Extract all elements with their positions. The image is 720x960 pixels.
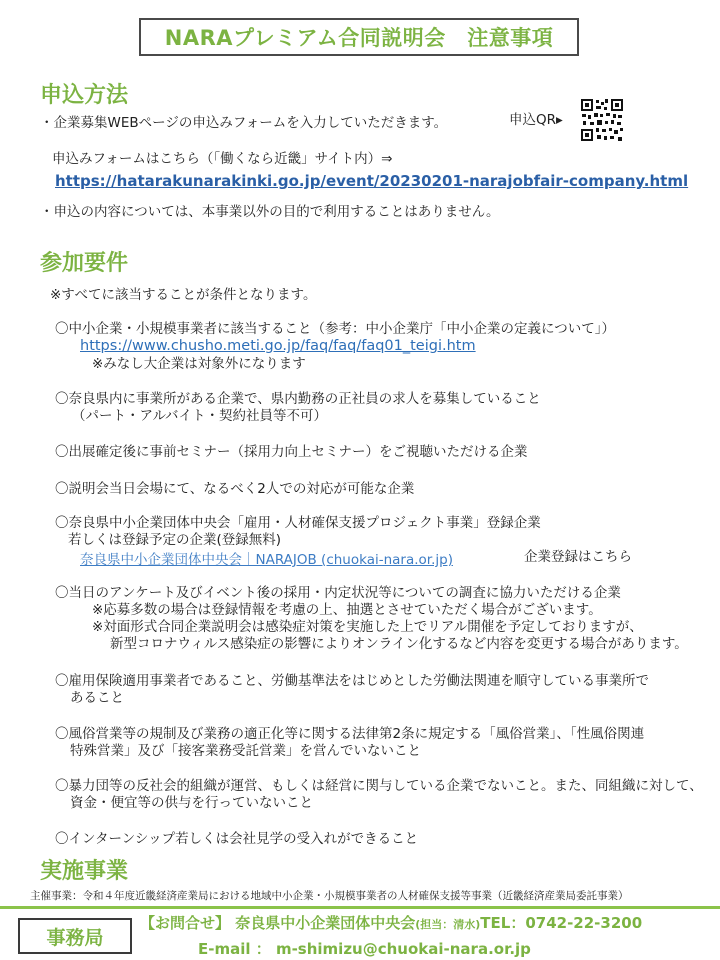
footer-divider [0,906,720,909]
requirement-1-note: ※みなし大企業は対象外になります [92,356,306,372]
apply-line-2: 申込みフォームはこちら（「働くなら近畿」サイト内）⇒ [52,151,393,167]
contact-person: (担当：清水) [415,918,481,931]
requirement-9: 〇暴力団等の反社会的組織が運営、もしくは経営に関与している企業でないこと。また、同組織に対して、 [55,778,703,794]
requirement-7: 〇雇用保険適用事業者であること、労働基準法をはじめとした労働法関連を順守している事業所で [55,673,649,689]
narajob-link-suffix: 企業登録はこちら [524,549,632,565]
qr-label: 申込QR▸ [509,112,563,128]
requirement-2: 〇奈良県内に事業所がある企業で、県内勤務の正社員の求人を募集していること [55,391,541,407]
page-title: NARAプレミアム合同説明会 注意事項 [139,18,579,56]
requirement-10: 〇インターンシップ若しくは会社見学の受入れができること [55,831,419,847]
apply-line-3: ・申込の内容については、本事業以外の目的で利用することはありません。 [40,204,500,220]
apply-heading: 申込方法 [40,83,129,108]
narajob-link[interactable]: 奈良県中小企業団体中央会｜NARAJOB (chuokai-nara.or.jp) [80,552,453,568]
requirement-6-note-2: ※対面形式合同企業説明会は感染症対策を実施した上でリアル開催を予定しておりますが、 [92,619,643,635]
contact-email[interactable]: E-mail ： m-shimizu@chuokai-nara.or.jp [198,940,531,958]
contact-line [140,912,642,933]
office-label: 事務局 [18,918,132,954]
requirements-heading: 参加要件 [40,251,129,276]
requirement-6-note-1: ※応募多数の場合は登録情報を考慮の上、抽選とさせていただく場合がございます。 [92,602,602,618]
requirement-9-sub: 資金・便宜等の供与を行っていないこと [70,795,313,811]
implementation-heading: 実施事業 [40,859,129,884]
qr-code-icon[interactable] [580,98,624,142]
requirement-5-sub: 若しくは登録予定の企業(登録無料) [68,532,282,548]
contact-tel: TEL：0742-22-3200 [480,914,643,932]
requirement-1-link[interactable]: https://www.chusho.meti.go.jp/faq/faq/faq01_teigi.htm [80,338,476,354]
host-text: 主催事業：令和４年度近畿経済産業局における地域中小企業・小規模事業者の人材確保支援等事業（近畿経済産業局委託事業） [30,890,629,902]
apply-form-link[interactable]: https://hatarakunarakinki.go.jp/event/20230201-narajobfair-company.html [55,172,689,190]
requirement-4: 〇説明会当日会場にて、なるべく2人での対応が可能な企業 [55,481,415,497]
contact-prefix: 【お問合せ】 奈良県中小企業団体中央会 [140,914,416,932]
requirement-3: 〇出展確定後に事前セミナー（採用力向上セミナー）をご視聴いただける企業 [55,444,528,460]
requirements-intro: ※すべてに該当することが条件となります。 [50,287,317,303]
requirement-6: 〇当日のアンケート及びイベント後の採用・内定状況等についての調査に協力いただける企業 [55,585,621,601]
requirement-5: 〇奈良県中小企業団体中央会「雇用・人材確保支援プロジェクト事業」登録企業 [55,515,541,531]
requirement-8: 〇風俗営業等の規制及び業務の適正化等に関する法律第2条に規定する「風俗営業」、「性風俗関連 [55,726,645,742]
requirement-7-sub: あること [70,690,124,706]
requirement-6-note-3: 新型コロナウィルス感染症の影響によりオンライン化するなど内容を変更する場合があります。 [110,636,688,652]
apply-line-1: ・企業募集WEBページの申込みフォームを入力していただきます。 [40,115,448,131]
requirement-8-sub: 特殊営業」及び「接客業務受託営業」を営んでいないこと [70,743,421,759]
requirement-2-sub: （パート・アルバイト・契約社員等不可） [72,408,328,424]
requirement-1: 〇中小企業・小規模事業者に該当すること（参考：中小企業庁「中小企業の定義について」） [55,321,615,337]
